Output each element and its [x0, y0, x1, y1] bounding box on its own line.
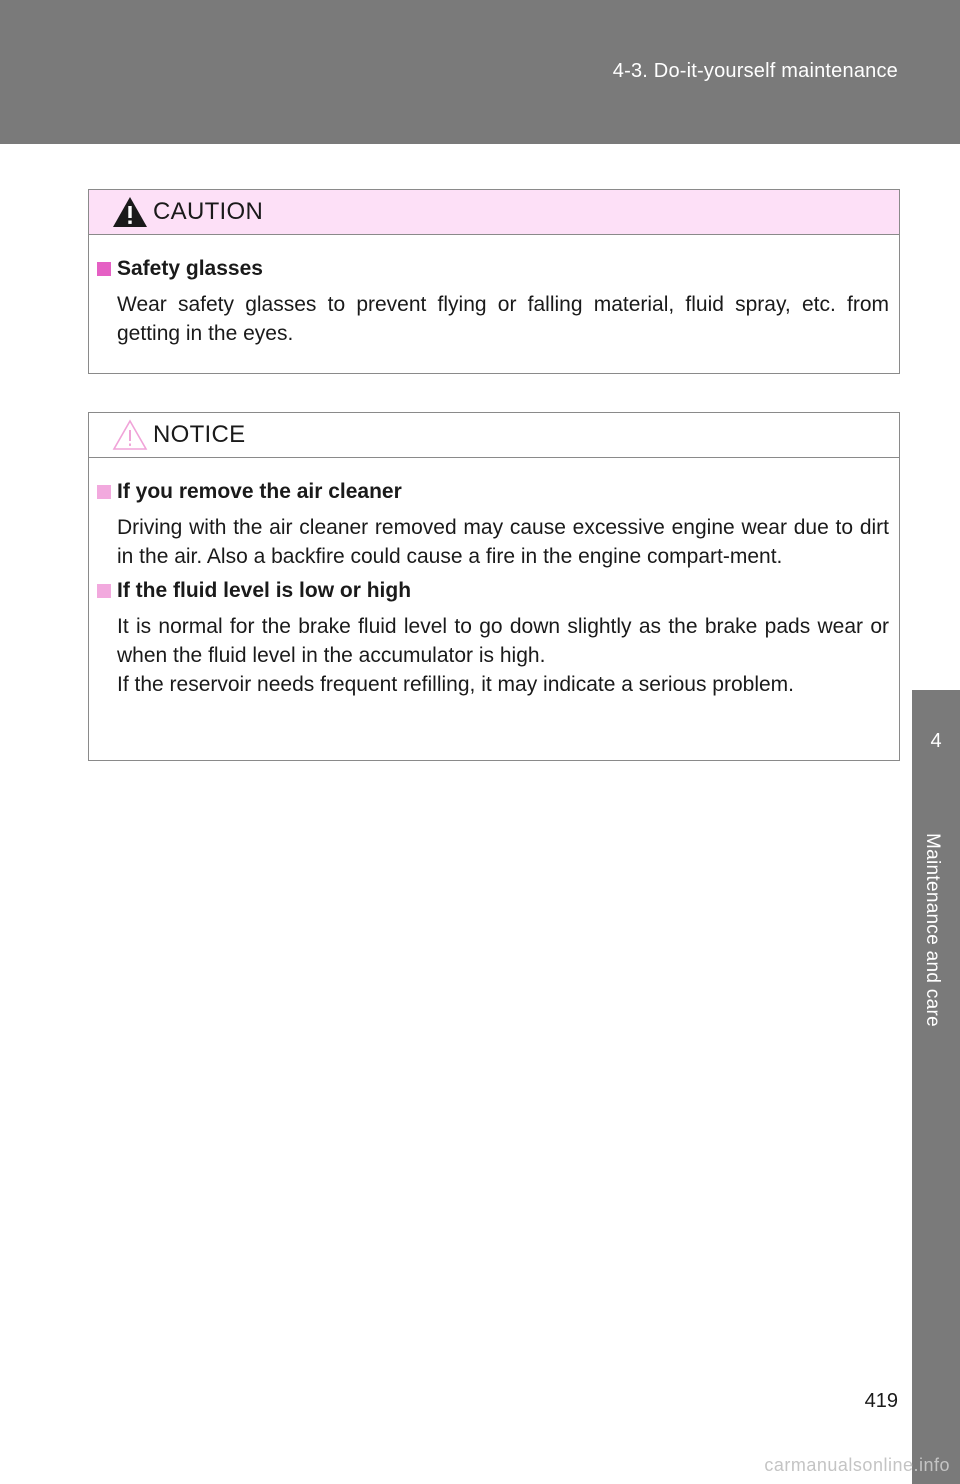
notice-item-text — [97, 612, 889, 699]
notice-item-heading — [97, 579, 889, 603]
notice-item-heading-text: If the fluid level is low or high — [117, 579, 412, 602]
page-number: 419 — [864, 1390, 898, 1412]
notice-title: NOTICE — [153, 421, 246, 448]
caution-box — [88, 189, 900, 374]
section-title: 4-3. Do-it-yourself maintenance — [612, 60, 898, 82]
notice-box — [88, 412, 900, 761]
chapter-label: Maintenance and care — [922, 833, 943, 1028]
caution-body — [89, 235, 899, 348]
square-bullet-icon — [97, 262, 111, 276]
notice-item-heading-text: If you remove the air cleaner — [117, 480, 402, 503]
notice-item-text-line: If the reservoir needs frequent refilling, it may indicate a serious problem. — [117, 673, 794, 696]
notice-item-text: Driving with the air cleaner removed may cause excessive engine wear due to dirt in the air. Also a backfire could cause a fire in the engine compart-ment. — [117, 516, 889, 568]
notice-header — [89, 413, 899, 458]
square-bullet-icon — [97, 584, 111, 598]
page-header — [0, 0, 960, 144]
square-bullet-icon — [97, 485, 111, 499]
caution-header — [89, 190, 899, 235]
chapter-label-tab — [912, 793, 960, 1484]
caution-item-text: Wear safety glasses to prevent flying or falling material, fluid spray, etc. from getting in the eyes. — [117, 293, 889, 345]
notice-item-heading — [97, 480, 889, 504]
chapter-number-tab: 4 — [912, 690, 960, 793]
caution-item-heading — [97, 257, 889, 281]
notice-item-text-line: It is normal for the brake fluid level to go down slightly as the brake pads wear or when the fluid level in the accumulator is high. — [117, 615, 889, 667]
warning-triangle-outline-icon — [111, 418, 149, 452]
notice-body — [89, 458, 899, 699]
watermark: carmanualsonline.info — [764, 1455, 950, 1475]
caution-item-heading-text: Safety glasses — [117, 257, 263, 280]
caution-title: CAUTION — [153, 198, 264, 225]
warning-triangle-filled-icon — [111, 195, 149, 229]
